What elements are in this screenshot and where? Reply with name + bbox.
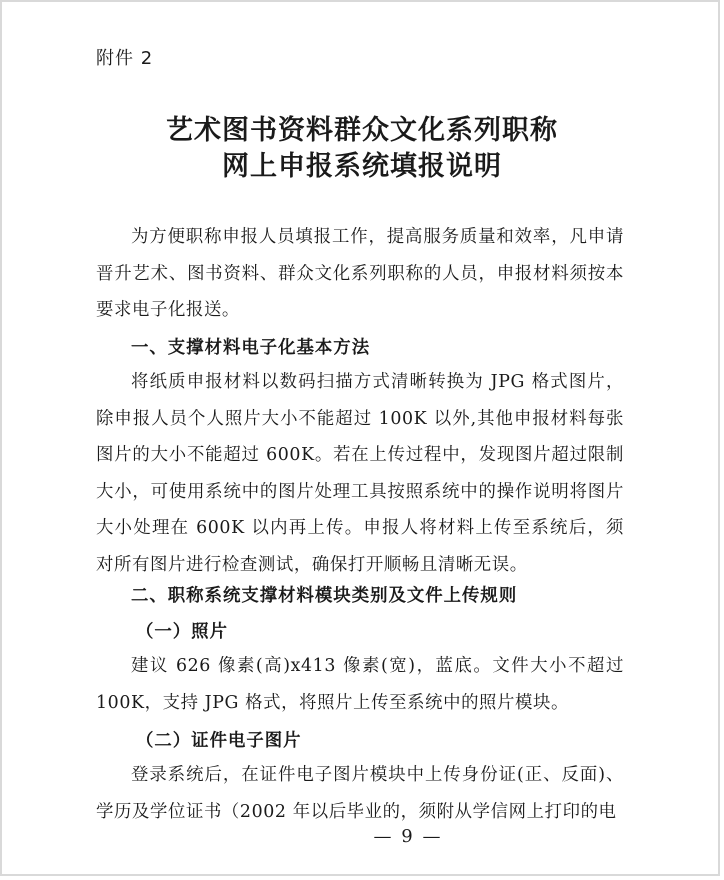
subsection-photo-paragraph: 建议 626 像素(高)x413 像素(宽)，蓝底。文件大小不超过 100K，支持 JPG 格式，将照片上传至系统中的照片模块。 <box>96 656 624 713</box>
subsection-photo-heading: （一）照片 <box>136 622 228 642</box>
attachment-label: 附件 2 <box>96 48 154 69</box>
section-2-heading: 二、职称系统支撑材料模块类别及文件上传规则 <box>131 586 518 606</box>
intro-paragraph: 为方便职称申报人员填报工作，提高服务质量和效率，凡申请晋升艺术、图书资料、群众文化系列职称的人员，申报材料须按本要求电子化报送。 <box>96 227 624 320</box>
section-1-heading: 一、支撑材料电子化基本方法 <box>131 338 371 358</box>
section-1-paragraph: 将纸质申报材料以数码扫描方式清晰转换为 JPG 格式图片，除申报人员个人照片大小不能超过 100K 以外,其他申报材料每张图片的大小不能超过 600K。若在上传过程中，发现图片超过限制大小，可使用系统中的图片处理工具按照系统中的操作说明将图片大小处理在 600K 以内再上传。申报人将材料上传至系统后，须对所有图片进行检查测试，确保打开顺畅且清晰无误。 <box>96 372 624 575</box>
page-number: — 9 — <box>373 826 443 847</box>
subsection-certificate-heading: （二）证件电子图片 <box>136 731 302 751</box>
document-title-line-1: 艺术图书资料群众文化系列职称 <box>166 115 558 146</box>
document-title-line-2: 网上申报系统填报说明 <box>222 151 502 182</box>
subsection-certificate-paragraph: 登录系统后，在证件电子图片模块中上传身份证(正、反面)、学历及学位证书（2002 年以后毕业的，须附从学信网上打印的电 <box>96 765 624 822</box>
